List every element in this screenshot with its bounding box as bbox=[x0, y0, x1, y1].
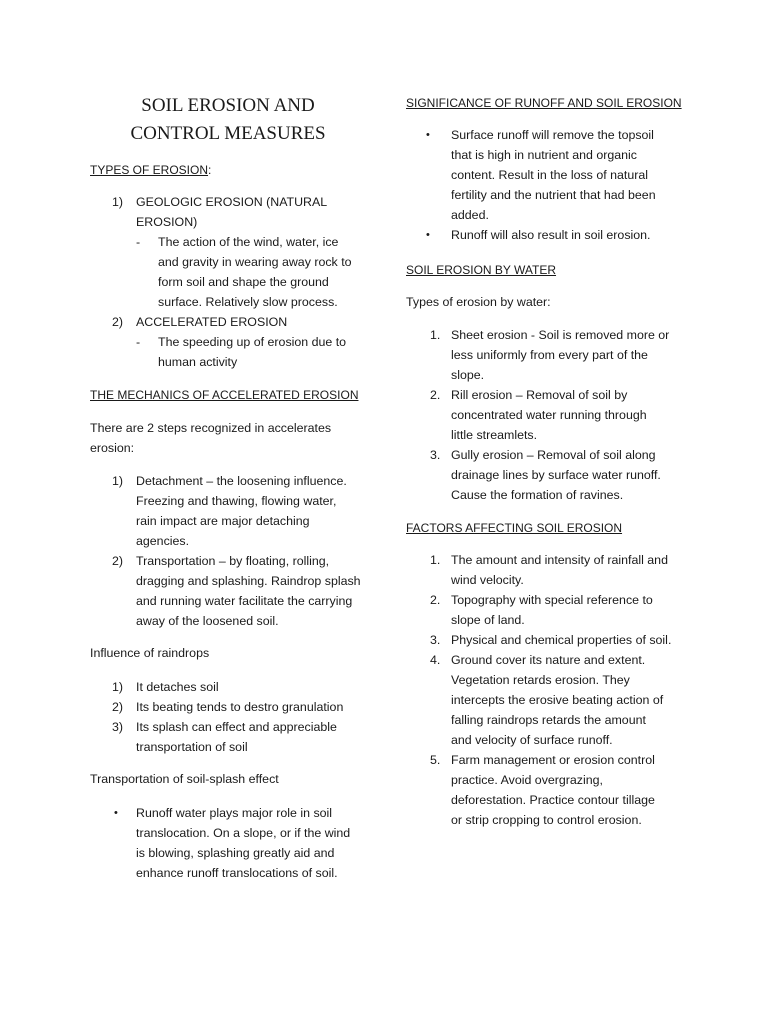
list-number: 4. bbox=[430, 653, 441, 667]
list-number: 1. bbox=[430, 553, 441, 567]
list-item-text: ACCELERATED EROSION bbox=[136, 315, 288, 329]
list-item-text: EROSION) bbox=[136, 215, 198, 229]
list-item-text: and running water facilitate the carrying bbox=[136, 594, 353, 608]
bullet-text: enhance runoff translocations of soil. bbox=[136, 866, 338, 880]
bullet-text: Runoff water plays major role in soil bbox=[136, 806, 333, 820]
list-item-text: Topography with special reference to bbox=[451, 593, 653, 607]
list-item-text: rain impact are major detaching bbox=[136, 514, 310, 528]
list-number: 1) bbox=[112, 195, 124, 209]
detail-text: The action of the wind, water, ice bbox=[158, 235, 339, 249]
bullet-marker: • bbox=[426, 129, 430, 141]
list-item-text: intercepts the erosive beating action of bbox=[451, 693, 664, 707]
bullet-marker: • bbox=[114, 807, 118, 819]
bullet-text: fertility and the nutrient that had been bbox=[451, 188, 656, 202]
list-item-text: Farm management or erosion control bbox=[451, 753, 655, 767]
list-number: 1. bbox=[430, 328, 441, 342]
list-number: 3) bbox=[112, 720, 124, 734]
list-number: 2. bbox=[430, 593, 441, 607]
list-item-text: Cause the formation of ravines. bbox=[451, 488, 624, 502]
list-item-text: Physical and chemical properties of soil. bbox=[451, 633, 672, 647]
detail-text: form soil and shape the ground bbox=[158, 275, 329, 289]
factors-heading: FACTORS AFFECTING SOIL EROSION bbox=[406, 521, 623, 535]
list-number: 5. bbox=[430, 753, 441, 767]
list-item-text: wind velocity. bbox=[451, 573, 524, 587]
detail-text: and gravity in wearing away rock to bbox=[158, 255, 352, 269]
types-of-erosion-heading: TYPES OF EROSION: bbox=[90, 163, 212, 177]
bullet-text: Surface runoff will remove the topsoil bbox=[451, 128, 654, 142]
list-item-text: GEOLOGIC EROSION (NATURAL bbox=[136, 195, 328, 209]
list-item-text: dragging and splashing. Raindrop splash bbox=[136, 574, 361, 588]
list-item-text: agencies. bbox=[136, 534, 190, 548]
list-item-text: Sheet erosion - Soil is removed more or bbox=[451, 328, 670, 342]
splash-heading: Transportation of soil-splash effect bbox=[90, 772, 279, 786]
list-item-text: It detaches soil bbox=[136, 680, 219, 694]
list-item-text: concentrated water running through bbox=[451, 408, 647, 422]
list-item-text: practice. Avoid overgrazing, bbox=[451, 773, 603, 787]
water-erosion-heading: SOIL EROSION BY WATER bbox=[406, 263, 557, 277]
list-item-text: Vegetation retards erosion. They bbox=[451, 673, 630, 687]
list-number: 3. bbox=[430, 633, 441, 647]
list-item-text: and velocity of surface runoff. bbox=[451, 733, 613, 747]
list-item-text: slope of land. bbox=[451, 613, 525, 627]
dash-marker: - bbox=[136, 235, 141, 249]
bullet-text: content. Result in the loss of natural bbox=[451, 168, 648, 182]
list-item-text: Detachment – the loosening influence. bbox=[136, 474, 347, 488]
list-item-text: Its beating tends to destro granulation bbox=[136, 700, 344, 714]
paragraph-line: There are 2 steps recognized in accelerates bbox=[90, 421, 332, 435]
mechanics-intro bbox=[90, 418, 380, 458]
list-item-text: Gully erosion – Removal of soil along bbox=[451, 448, 656, 462]
list-number: 2) bbox=[112, 700, 124, 714]
list-number: 2) bbox=[112, 554, 124, 568]
bullet-text: added. bbox=[451, 208, 489, 222]
list-item-text: or strip cropping to control erosion. bbox=[451, 813, 642, 827]
document-title bbox=[90, 92, 366, 148]
list-item-text: away of the loosened soil. bbox=[136, 614, 279, 628]
paragraph-line: erosion: bbox=[90, 441, 135, 455]
bullet-text: Runoff will also result in soil erosion. bbox=[451, 228, 651, 242]
bullet-text: translocation. On a slope, or if the wind bbox=[136, 826, 351, 840]
list-item-text: Ground cover its nature and extent. bbox=[451, 653, 646, 667]
list-number: 1) bbox=[112, 680, 124, 694]
mechanics-heading: THE MECHANICS OF ACCELERATED EROSION bbox=[90, 388, 359, 402]
list-item-text: Freezing and thawing, flowing water, bbox=[136, 494, 337, 508]
list-number: 2) bbox=[112, 315, 124, 329]
bullet-text: is blowing, splashing greatly aid and bbox=[136, 846, 335, 860]
list-item-text: Transportation – by floating, rolling, bbox=[136, 554, 330, 568]
water-intro: Types of erosion by water: bbox=[406, 295, 551, 309]
list-item-text: slope. bbox=[451, 368, 485, 382]
list-item-text: deforestation. Practice contour tillage bbox=[451, 793, 655, 807]
list-number: 2. bbox=[430, 388, 441, 402]
list-item-text: transportation of soil bbox=[136, 740, 248, 754]
list-item-text: The amount and intensity of rainfall and bbox=[451, 553, 668, 567]
list-item-text: Its splash can effect and appreciable bbox=[136, 720, 337, 734]
dash-marker: - bbox=[136, 335, 141, 349]
list-item-text: falling raindrops retards the amount bbox=[451, 713, 646, 727]
list-item-text: little streamlets. bbox=[451, 428, 538, 442]
list-number: 3. bbox=[430, 448, 441, 462]
title-line: CONTROL MEASURES bbox=[130, 123, 326, 144]
list-number: 1) bbox=[112, 474, 124, 488]
detail-text: The speeding up of erosion due to bbox=[158, 335, 347, 349]
bullet-marker: • bbox=[426, 229, 430, 241]
list-item-text: less uniformly from every part of the bbox=[451, 348, 648, 362]
detail-text: surface. Relatively slow process. bbox=[158, 295, 338, 309]
raindrops-heading: Influence of raindrops bbox=[90, 646, 210, 660]
list-item-text: Rill erosion – Removal of soil by bbox=[451, 388, 628, 402]
bullet-text: that is high in nutrient and organic bbox=[451, 148, 637, 162]
list-item-text: drainage lines by surface water runoff. bbox=[451, 468, 661, 482]
title-line: SOIL EROSION AND bbox=[141, 95, 315, 116]
significance-heading: SIGNIFICANCE OF RUNOFF AND SOIL EROSION bbox=[406, 96, 682, 110]
detail-text: human activity bbox=[158, 355, 238, 369]
